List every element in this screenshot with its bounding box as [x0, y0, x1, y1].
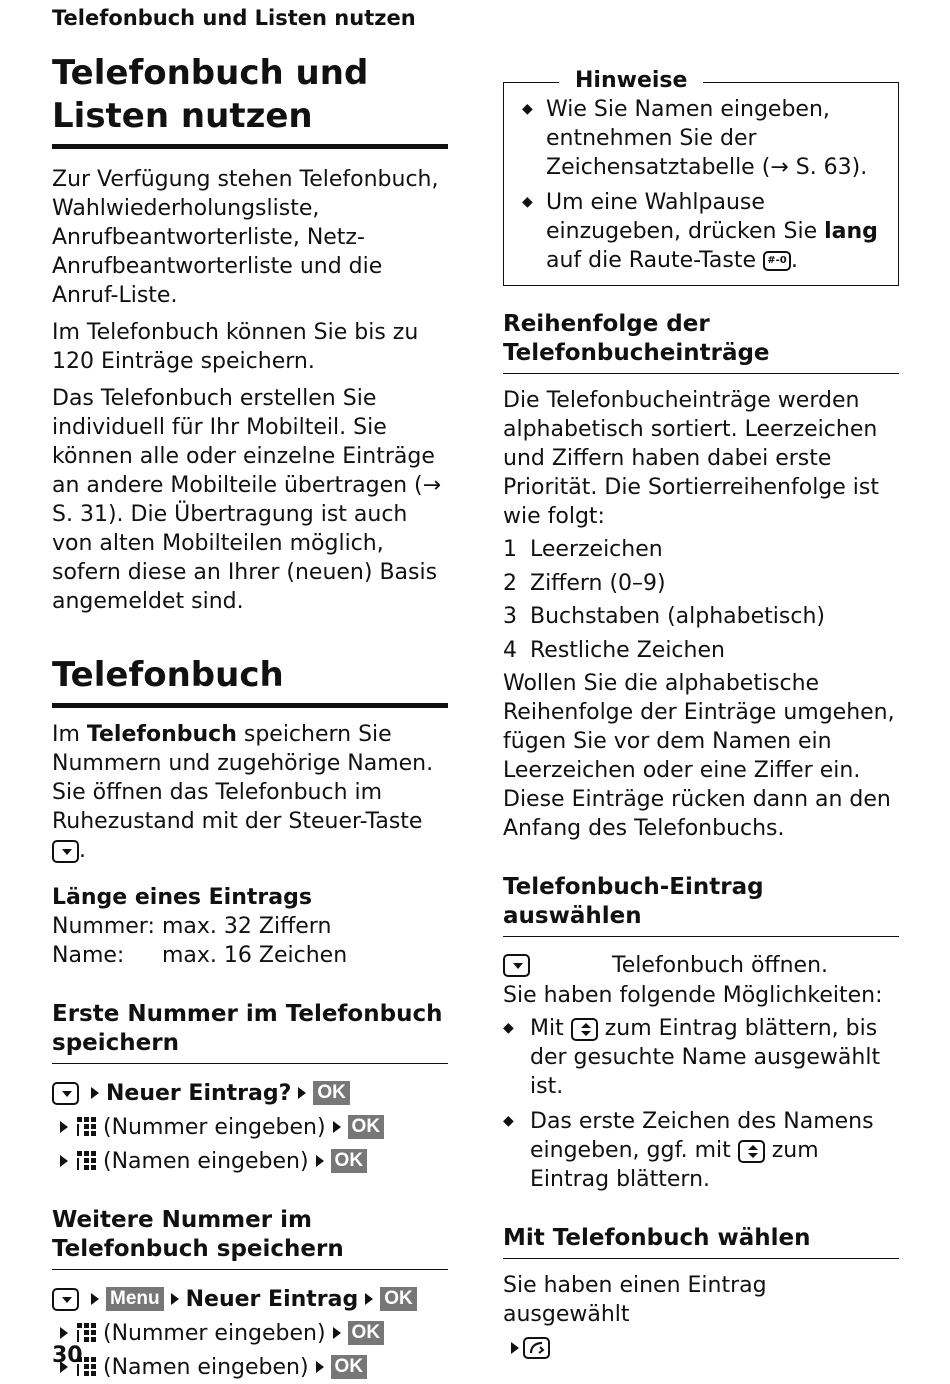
notes-title: Hinweise — [559, 66, 703, 95]
step-row — [52, 1316, 448, 1350]
step-row — [52, 1076, 448, 1110]
ok-button[interactable]: OK — [313, 1081, 350, 1105]
laenge-value: max. 16 Zeichen — [162, 943, 348, 968]
step-label: (Namen eingeben) — [103, 1148, 309, 1174]
list-item: 2 Ziffern (0–9) — [503, 570, 666, 596]
hash-key-icon: #-0 — [763, 251, 791, 271]
note-item: ◆ Um eine Wahlpause einzugeben, drücken Sie lang auf die Raute-Taste #-0 . — [522, 190, 878, 273]
reihen-title: Reihenfolge der Telefonbucheinträge — [503, 310, 899, 374]
arrow-right-icon — [316, 1155, 324, 1167]
arrow-right-icon — [298, 1087, 306, 1099]
up-down-key-icon — [571, 1018, 598, 1041]
step-row — [52, 1350, 448, 1384]
keypad-icon — [75, 1149, 97, 1173]
keypad-icon — [75, 1115, 97, 1139]
arrow-right-icon — [365, 1293, 373, 1305]
arrow-right-icon — [60, 1121, 68, 1133]
step-label: (Nummer eingeben) — [103, 1320, 326, 1346]
step-label: Neuer Eintrag? — [106, 1080, 292, 1106]
diamond-bullet-icon: ◆ — [503, 1113, 514, 1129]
auswahl-title: Telefonbuch-Eintrag auswählen — [503, 873, 899, 937]
left-column — [52, 52, 448, 1384]
auswahl-open-row — [503, 949, 899, 981]
control-key-icon — [52, 840, 79, 863]
note-item: ◆ Wie Sie Namen eingeben, entnehmen Sie der Zeichensatztabelle (→ S. 63). — [522, 97, 868, 180]
laenge-key: Nummer: — [52, 914, 155, 939]
reihen-text-2: Wollen Sie die alphabetische Reihenfolge der Einträge umgehen, fügen Sie vor dem Namen ein Leerzeichen oder eine Ziffer ein. Diese Einträge rücken dann an den Anfang des Telefonbuchs. — [503, 671, 895, 841]
ok-button[interactable]: OK — [348, 1115, 385, 1139]
weitere-title: Weitere Nummer im Telefonbuch speichern — [52, 1206, 448, 1270]
waehlen-title: Mit Telefonbuch wählen — [503, 1224, 899, 1259]
step-row — [52, 1144, 448, 1178]
auswahl-item: ◆ Das erste Zeichen des Namens eingeben, ggf. mit zum Eintrag blättern. — [503, 1109, 874, 1192]
arrow-right-icon — [91, 1293, 99, 1305]
order-list — [503, 535, 899, 665]
list-item: 4 Restliche Zeichen — [503, 637, 725, 663]
keypad-icon — [75, 1321, 97, 1345]
erste-steps — [52, 1076, 448, 1178]
waehlen-text: Sie haben einen Eintrag ausgewählt — [503, 1273, 767, 1327]
reihen-text: Die Telefonbucheinträge werden alphabetisch sortiert. Leerzeichen und Ziffern haben dabei erste Priorität. Die Sortierreihenfolge ist wie folgt: — [503, 388, 879, 529]
waehlen-step-row — [503, 1331, 899, 1365]
notes-box — [503, 68, 899, 286]
step-row — [52, 1110, 448, 1144]
auswahl-intro: Sie haben folgende Möglichkeiten: — [503, 983, 883, 1008]
step-label: Neuer Eintrag — [185, 1286, 359, 1312]
diamond-bullet-icon: ◆ — [522, 101, 533, 117]
control-key-icon — [503, 954, 530, 977]
call-key-icon — [523, 1337, 550, 1359]
laenge-value: max. 32 Ziffern — [162, 914, 332, 939]
chapter-title: Telefonbuch und Listen nutzen — [52, 52, 448, 149]
step-label: (Nummer eingeben) — [103, 1114, 326, 1140]
intro-paragraph-2: Im Telefonbuch können Sie bis zu 120 Einträge speichern. — [52, 320, 419, 374]
auswahl-item: ◆ Mit zum Eintrag blättern, bis der gesuchte Name ausgewählt ist. — [503, 1016, 881, 1099]
diamond-bullet-icon: ◆ — [522, 194, 533, 210]
laenge-list — [52, 912, 448, 970]
menu-button[interactable]: Menu — [106, 1287, 164, 1311]
arrow-right-icon — [333, 1121, 341, 1133]
weitere-steps — [52, 1282, 448, 1384]
control-key-icon — [52, 1082, 79, 1105]
telefonbuch-text: Im Telefonbuch speichern Sie Nummern und zugehörige Namen. Sie öffnen das Telefonbuch im Ruhezustand mit der Steuer-Taste . — [52, 722, 434, 863]
list-item: 3 Buchstaben (alphabetisch) — [503, 604, 825, 629]
ok-button[interactable]: OK — [331, 1149, 368, 1173]
list-item: 1 Leerzeichen — [503, 537, 663, 562]
laenge-key: Name: — [52, 943, 125, 968]
control-key-icon — [52, 1288, 79, 1311]
arrow-right-icon — [171, 1293, 179, 1305]
arrow-right-icon — [316, 1361, 324, 1373]
ok-button[interactable]: OK — [348, 1321, 385, 1345]
diamond-bullet-icon: ◆ — [503, 1020, 514, 1036]
step-row — [52, 1282, 448, 1316]
intro-paragraph-1: Zur Verfügung stehen Telefonbuch, Wahlwiederholungsliste, Anrufbeantworterliste, Netz-Anrufbeantworterliste und die Anruf-Liste. — [52, 167, 439, 308]
arrow-right-icon — [333, 1327, 341, 1339]
page-number: 30 — [52, 1343, 83, 1368]
ok-button[interactable]: OK — [380, 1287, 417, 1311]
running-header: Telefonbuch und Listen nutzen — [52, 6, 416, 30]
auswahl-open-label: Telefonbuch öffnen. — [612, 952, 829, 978]
ok-button[interactable]: OK — [331, 1355, 368, 1379]
arrow-right-icon — [60, 1327, 68, 1339]
erste-title: Erste Nummer im Telefonbuch speichern — [52, 1000, 448, 1064]
up-down-key-icon — [738, 1140, 765, 1163]
step-label: (Namen eingeben) — [103, 1354, 309, 1380]
arrow-right-icon — [60, 1155, 68, 1167]
arrow-right-icon — [91, 1087, 99, 1099]
intro-paragraph-3: Das Telefonbuch erstellen Sie individuell für Ihr Mobilteil. Sie können alle oder einzelne Einträge an andere Mobilteile übertragen (→ S. 31). Die Übertragung ist auch von alten Mobilteilen möglich, sofern diese an Ihrer (neuen) Basis angemeldet sind. — [52, 386, 442, 614]
telefonbuch-title: Telefonbuch — [52, 654, 448, 708]
right-column — [503, 52, 899, 1365]
arrow-right-icon — [511, 1342, 519, 1354]
laenge-title: Länge eines Eintrags — [52, 885, 312, 910]
